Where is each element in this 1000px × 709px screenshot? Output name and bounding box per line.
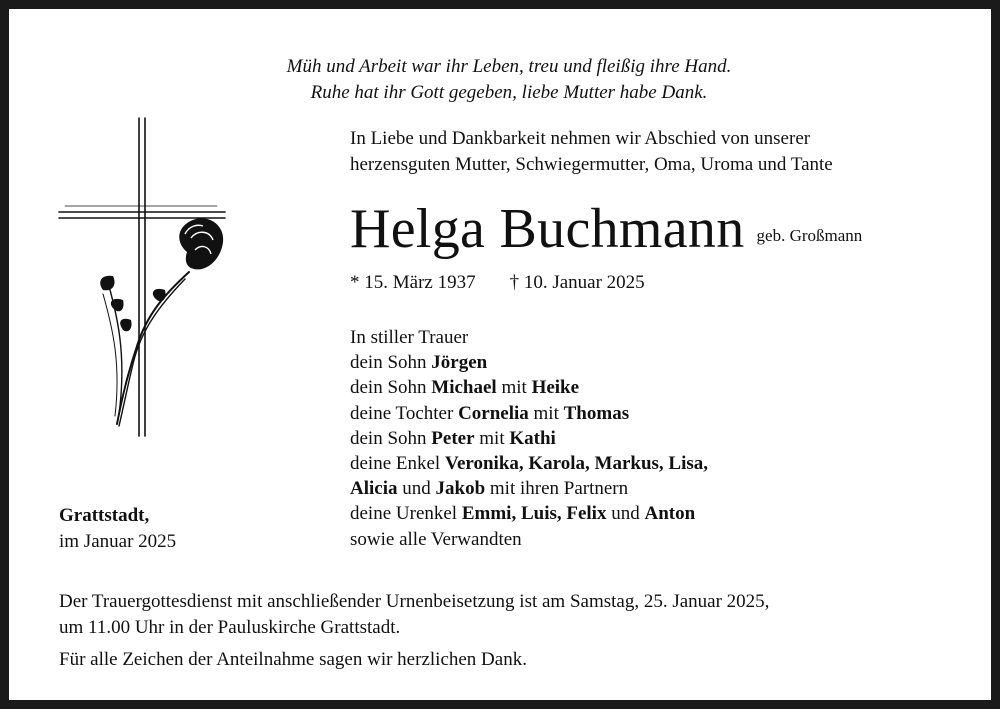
mourner-name: Thomas bbox=[563, 402, 630, 424]
mourner-name: Cornelia bbox=[458, 402, 529, 424]
mourner-name: Jakob bbox=[435, 478, 486, 500]
mourner-lines bbox=[350, 350, 708, 552]
mourner-line bbox=[350, 426, 708, 451]
motto-line-1: Müh und Arbeit war ihr Leben, treu und fleißig ihre Hand. bbox=[286, 56, 732, 77]
intro-line-1: In Liebe und Dankbarkeit nehmen wir Abschied von unserer bbox=[350, 128, 811, 149]
thanks-text: Für alle Zeichen der Anteilnahme sagen wir herzlichen Dank. bbox=[59, 649, 527, 670]
mourner-name: Anton bbox=[644, 503, 696, 525]
mourner-line bbox=[350, 350, 708, 375]
mourner-text: mit bbox=[496, 377, 532, 399]
place-and-date bbox=[59, 503, 176, 555]
mourner-line bbox=[350, 375, 708, 400]
mourner-line bbox=[350, 451, 708, 476]
mourner-name: Heike bbox=[531, 377, 580, 399]
death-date: † 10. Januar 2025 bbox=[509, 272, 645, 293]
mourners-list bbox=[350, 325, 708, 552]
mourner-text: und bbox=[397, 478, 436, 500]
intro-text bbox=[350, 126, 833, 178]
mourner-text: deine Urenkel bbox=[350, 503, 462, 525]
place-date: im Januar 2025 bbox=[59, 531, 177, 552]
mourner-text: deine Tochter bbox=[350, 402, 459, 424]
service-line-2: um 11.00 Uhr in der Pauluskirche Grattstadt. bbox=[59, 617, 401, 638]
mourner-text: dein Sohn bbox=[350, 377, 432, 399]
service-info bbox=[59, 589, 959, 641]
mourner-line bbox=[350, 401, 708, 426]
place-city: Grattstadt, bbox=[59, 505, 150, 526]
mourner-name: Kathi bbox=[509, 427, 556, 449]
mourner-text: und bbox=[606, 503, 645, 525]
mourner-text: dein Sohn bbox=[350, 427, 432, 449]
mourner-text: deine Enkel bbox=[350, 453, 445, 475]
mourner-line bbox=[350, 476, 708, 501]
mourner-line bbox=[350, 527, 708, 552]
mourner-line bbox=[350, 501, 708, 526]
intro-line-2: herzensguten Mutter, Schwiegermutter, Oma, Uroma und Tante bbox=[350, 154, 833, 175]
mourner-name: Veronika, Karola, Markus, Lisa, bbox=[444, 453, 709, 475]
mourners-heading: In stiller Trauer bbox=[350, 327, 469, 348]
mourner-name: Emmi, Luis, Felix bbox=[461, 503, 607, 525]
service-line-1: Der Trauergottesdienst mit anschließender Urnenbeisetzung ist am Samstag, 25. Januar 2025, bbox=[59, 591, 770, 612]
mourner-text: mit bbox=[528, 402, 564, 424]
deceased-name-row bbox=[350, 197, 862, 261]
mourner-name: Alicia bbox=[350, 478, 398, 500]
mourner-name: Peter bbox=[431, 427, 475, 449]
mourner-name: Michael bbox=[431, 377, 497, 399]
maiden-name: geb. Großmann bbox=[756, 226, 863, 245]
mourner-name: Jörgen bbox=[431, 352, 488, 374]
mourner-text: mit bbox=[474, 427, 510, 449]
mourner-text: sowie alle Verwandten bbox=[350, 528, 522, 550]
motto-line-2: Ruhe hat ihr Gott gegeben, liebe Mutter habe Dank. bbox=[310, 82, 708, 103]
mourner-text: dein Sohn bbox=[350, 352, 432, 374]
mourner-text: mit ihren Partnern bbox=[485, 478, 629, 500]
life-dates bbox=[350, 270, 645, 296]
cross-with-rose-icon bbox=[57, 114, 227, 444]
deceased-name: Helga Buchmann bbox=[350, 198, 745, 260]
birth-date: * 15. März 1937 bbox=[350, 272, 476, 293]
